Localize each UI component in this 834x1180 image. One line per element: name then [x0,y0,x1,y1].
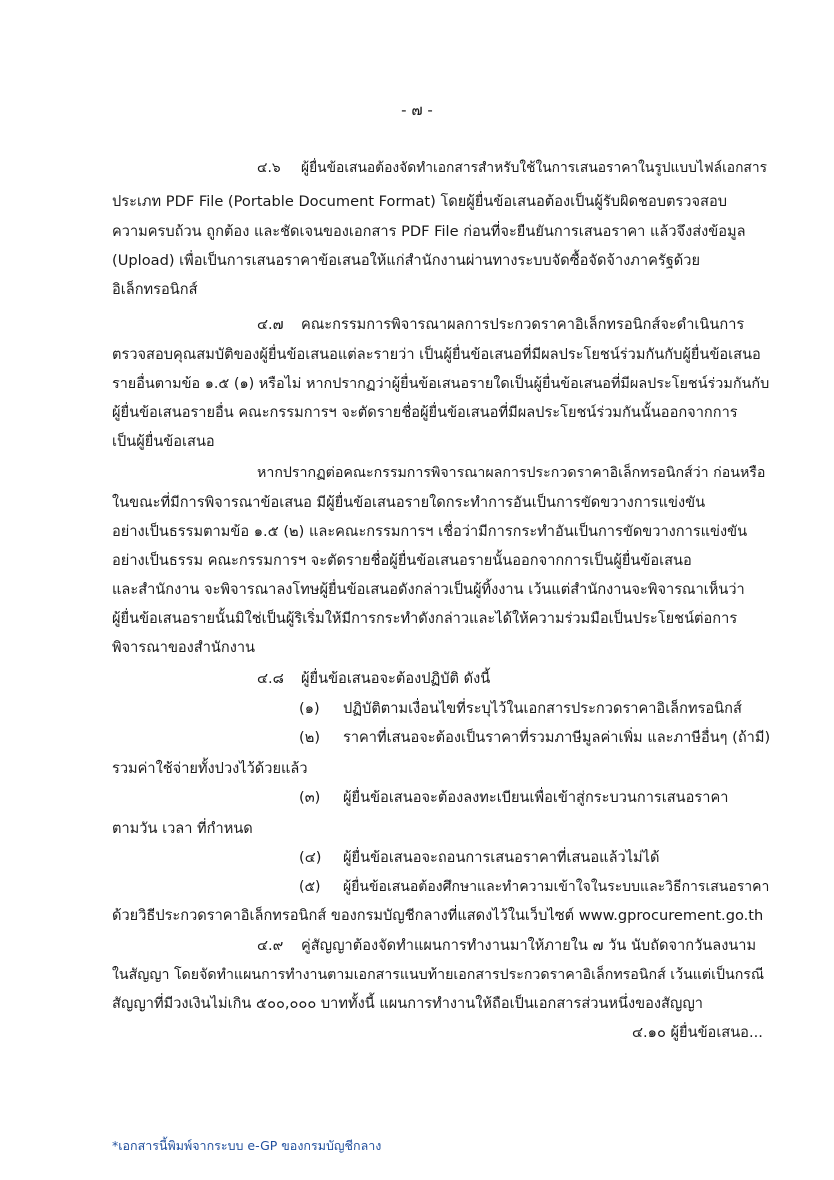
section-4-7-line-1: ๔.๗ คณะกรรมการพิจารณาผลการประกวดราคาอิเล็กทรอนิกส์จะดำเนินการ [257,316,745,333]
section-4-7-para2-line-1: หากปรากฏต่อคณะกรรมการพิจารณาผลการประกวดราคาอิเล็กทรอนิกส์ว่า ก่อนหรือ [257,465,766,481]
section-4-6-line-1: ๔.๖ ผู้ยื่นข้อเสนอต้องจัดทำเอกสารสำหรับใช้ในการเสนอราคาในรูปแบบไฟล์เอกสาร [257,160,768,176]
section-4-8-item-2-cont: รวมค่าใช้จ่ายทั้งปวงไว้ด้วยแล้ว [112,760,308,777]
page-number: - ๗ - [401,101,433,119]
section-4-7-line-5: เป็นผู้ยื่นข้อเสนอ [112,433,215,450]
section-4-8-item-3-cont: ตามวัน เวลา ที่กำหนด [112,820,253,837]
section-4-7-para2-line-3: อย่างเป็นธรรมตามข้อ ๑.๕ (๒) และคณะกรรมการฯ เชื่อว่ามีการกระทำอันเป็นการขัดขวางการแข่งขัน [112,523,748,540]
section-4-8-item-5: (๕) ผู้ยื่นข้อเสนอต้องศึกษาและทำความเข้าใจในระบบและวิธีการเสนอราคา [299,879,770,895]
section-4-8-item-5-cont: ด้วยวิธีประกวดราคาอิเล็กทรอนิกส์ ของกรมบัญชีกลางที่แสดงไว้ในเว็บไซต์ www.gprocurement.go.th [112,907,764,924]
section-4-7-para2-line-4: อย่างเป็นธรรม คณะกรรมการฯ จะตัดรายชื่อผู้ยื่นข้อเสนอรายนั้นออกจากการเป็นผู้ยื่นข้อเสนอ [112,552,692,569]
section-4-9-number: ๔.๙ [257,937,284,954]
section-4-8-item-1: (๑) ปฏิบัติตามเงื่อนไขที่ระบุไว้ในเอกสารประกวดราคาอิเล็กทรอนิกส์ [299,700,742,717]
section-4-8-number: ๔.๘ [257,670,284,687]
section-4-8-heading: ๔.๘ ผู้ยื่นข้อเสนอจะต้องปฏิบัติ ดังนี้ [257,670,491,687]
continuation-marker: ๔.๑๐ ผู้ยื่นข้อเสนอ... [632,1024,763,1041]
section-4-6-line-3: ความครบถ้วน ถูกต้อง และชัดเจนของเอกสาร PDF File ก่อนที่จะยืนยันการเสนอราคา แล้วจึงส่งข้อมูล [112,223,746,240]
section-4-9-line-1: ๔.๙ คู่สัญญาต้องจัดทำแผนการทำงานมาให้ภายใน ๗ วัน นับถัดจากวันลงนาม [257,937,757,954]
section-4-7-line-4: ผู้ยื่นข้อเสนอรายอื่น คณะกรรมการฯ จะตัดรายชื่อผู้ยื่นข้อเสนอที่มีผลประโยชน์ร่วมกันนั้นออกจากการ [112,404,738,421]
section-4-9-line-2: ในสัญญา โดยจัดทำแผนการทำงานตามเอกสารแนบท้ายเอกสารประกวดราคาอิเล็กทรอนิกส์ เว้นแต่เป็นกรณี [112,967,765,983]
section-4-7-para2-line-6: ผู้ยื่นข้อเสนอรายนั้นมิใช่เป็นผู้ริเริ่มให้มีการกระทำดังกล่าวและได้ให้ความร่วมมือเป็นประโยชน์ต่อการ [112,610,738,627]
section-4-6-line-2: ประเภท PDF File (Portable Document Format) โดยผู้ยื่นข้อเสนอต้องเป็นผู้รับผิดชอบตรวจสอบ [112,193,727,210]
section-4-7-para2-line-5: และสำนักงาน จะพิจารณาลงโทษผู้ยื่นข้อเสนอดังกล่าวเป็นผู้ทิ้งงาน เว้นแต่สำนักงานจะพิจารณาเห็นว่า [112,581,745,598]
section-4-6-line-4: (Upload) เพื่อเป็นการเสนอราคาข้อเสนอให้แก่สำนักงานผ่านทางระบบจัดซื้อจัดจ้างภาครัฐด้วย [112,252,700,269]
section-4-6-line-5: อิเล็กทรอนิกส์ [112,281,198,298]
section-4-9-line-3: สัญญาที่มีวงเงินไม่เกิน ๕๐๐,๐๐๐ บาททั้งนี้ แผนการทำงานให้ถือเป็นเอกสารส่วนหนึ่งของสัญญา [112,995,703,1012]
section-4-8-item-2: (๒) ราคาที่เสนอจะต้องเป็นราคาที่รวมภาษีมูลค่าเพิ่ม และภาษีอื่นๆ (ถ้ามี) [299,729,771,746]
section-4-7-para2-line-7: พิจารณาของสำนักงาน [112,639,256,656]
section-4-8-item-4: (๔) ผู้ยื่นข้อเสนอจะถอนการเสนอราคาที่เสนอแล้วไม่ได้ [299,849,660,866]
footer-note: *เอกสารนี้พิมพ์จากระบบ e-GP ของกรมบัญชีกลาง [112,1138,382,1153]
section-4-7-line-3: รายอื่นตามข้อ ๑.๕ (๑) หรือไม่ หากปรากฏว่าผู้ยื่นข้อเสนอรายใดเป็นผู้ยื่นข้อเสนอที่มีผลประโยชน์ร่วมกันกับ [112,376,770,392]
section-4-7-number: ๔.๗ [257,316,284,333]
section-4-7-line-2: ตรวจสอบคุณสมบัติของผู้ยื่นข้อเสนอแต่ละรายว่า เป็นผู้ยื่นข้อเสนอที่มีผลประโยชน์ร่วมกันกับผู้ยื่นข้อเสนอ [112,346,761,363]
section-4-8-item-3: (๓) ผู้ยื่นข้อเสนอจะต้องลงทะเบียนเพื่อเข้าสู่กระบวนการเสนอราคา [299,789,729,806]
section-4-7-para2-line-2: ในขณะที่มีการพิจารณาข้อเสนอ มีผู้ยื่นข้อเสนอรายใดกระทำการอันเป็นการขัดขวางการแข่งขัน [112,494,706,511]
section-4-6-number: ๔.๖ [257,160,281,176]
